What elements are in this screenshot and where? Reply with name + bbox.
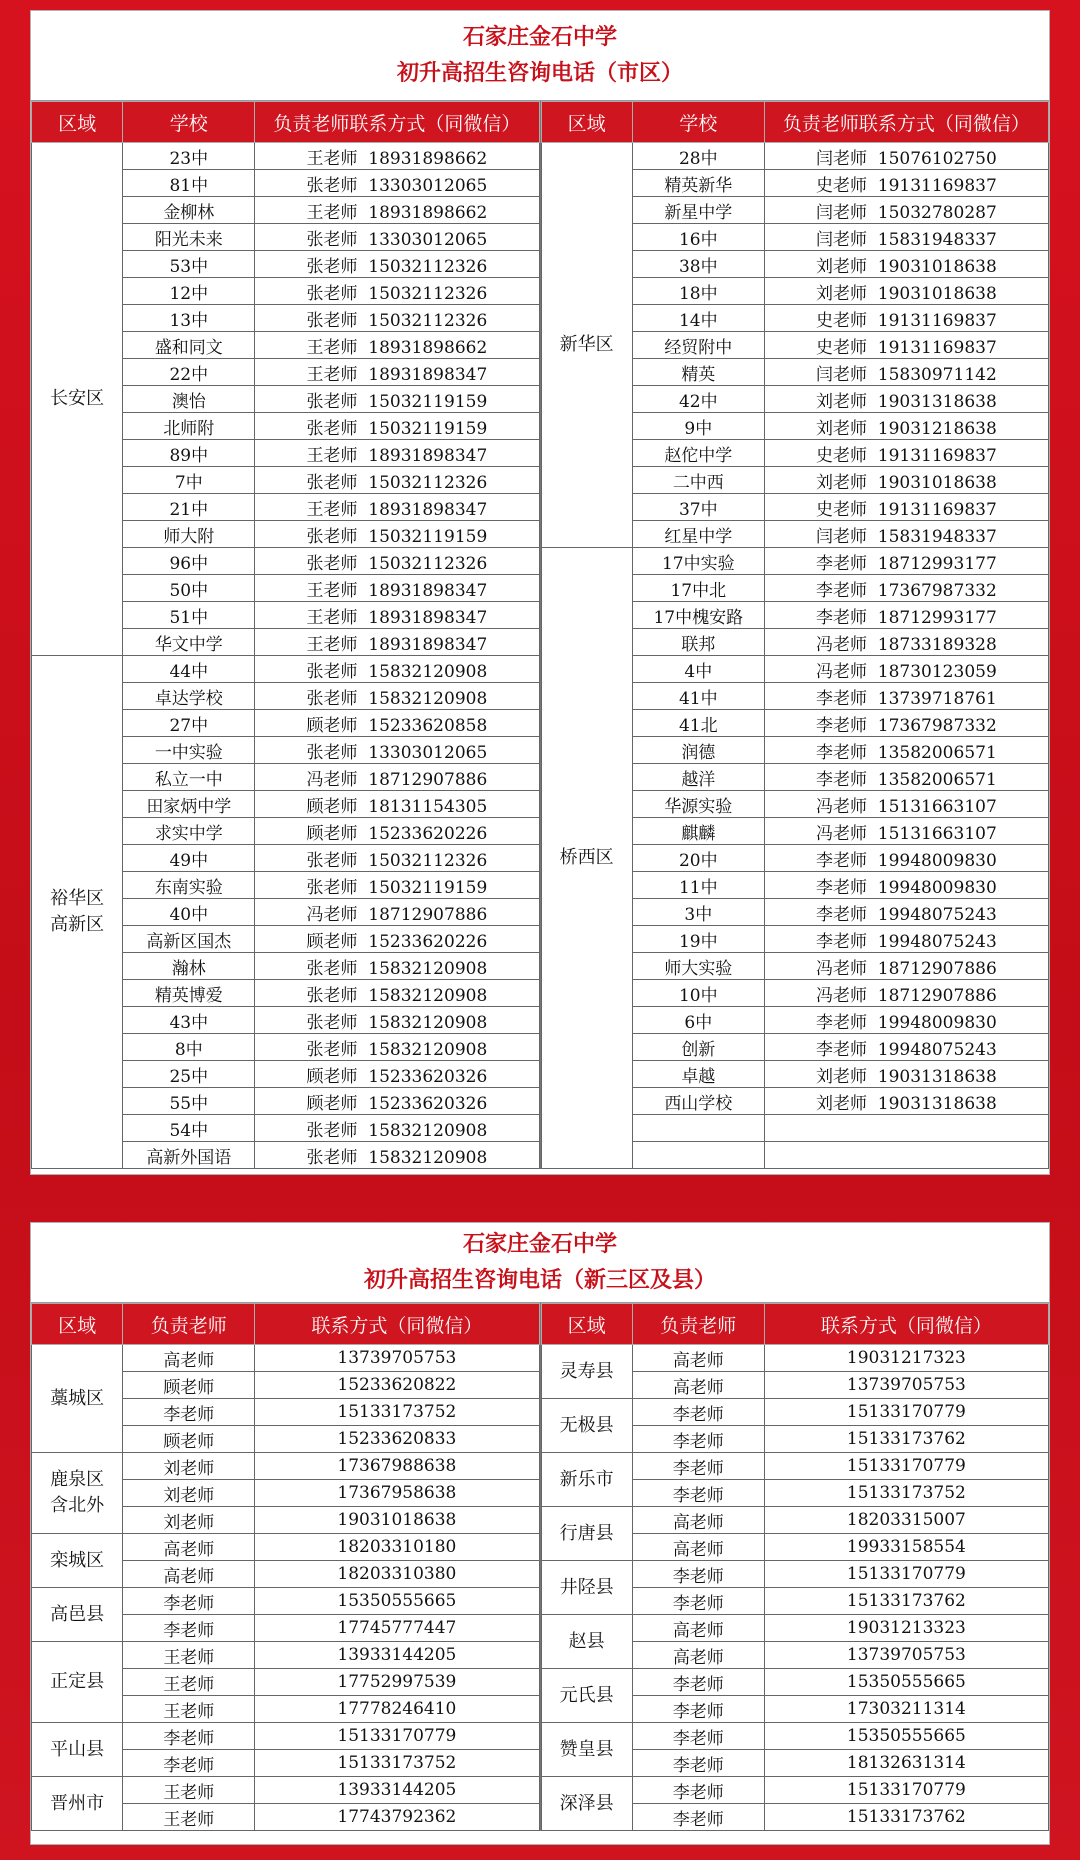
- table-cell-primary: 3中: [632, 899, 764, 926]
- table-cell-primary: 54中: [123, 1115, 255, 1142]
- contact-cell: 15133170779: [764, 1453, 1048, 1480]
- contact-cell: 刘老师 19031018638: [764, 251, 1048, 278]
- contact-cell: 15350555665: [764, 1669, 1048, 1696]
- region-cell: 桥西区: [541, 548, 632, 1169]
- table-cell-primary: 10中: [632, 980, 764, 1007]
- table-cell-primary: 李老师: [632, 1588, 764, 1615]
- table-cell-primary: 22中: [123, 359, 255, 386]
- table-cell-primary: 刘老师: [123, 1480, 255, 1507]
- table-cell-primary: 37中: [632, 494, 764, 521]
- contact-cell: 18203310380: [255, 1561, 539, 1588]
- column-header: 区域: [541, 1304, 632, 1345]
- region-cell: 赞皇县: [541, 1723, 632, 1777]
- table-cell-primary: 东南实验: [123, 872, 255, 899]
- table-cell-primary: 创新: [632, 1034, 764, 1061]
- contact-cell: 冯老师 15131663107: [764, 791, 1048, 818]
- county-table-left: [31, 1303, 540, 1831]
- contact-cell: 冯老师 18712907886: [764, 953, 1048, 980]
- table-cell-primary: 4中: [632, 656, 764, 683]
- contact-cell: 17743792362: [255, 1804, 539, 1831]
- contact-cell: 李老师 19948009830: [764, 845, 1048, 872]
- table-cell-primary: 27中: [123, 710, 255, 737]
- contact-cell: 张老师 15032119159: [255, 872, 539, 899]
- contact-cell: 闫老师 15032780287: [764, 197, 1048, 224]
- city-contact-panel: [30, 10, 1050, 1175]
- table-cell-primary: 王老师: [123, 1642, 255, 1669]
- contact-cell: 15133170779: [764, 1777, 1048, 1804]
- table-cell-primary: 李老师: [632, 1561, 764, 1588]
- region-cell: 鹿泉区 含北外: [32, 1453, 123, 1534]
- region-cell: 灵寿县: [541, 1345, 632, 1399]
- table-cell-primary: 求实中学: [123, 818, 255, 845]
- contact-cell: 13933144205: [255, 1642, 539, 1669]
- contact-cell: 13739705753: [255, 1345, 539, 1372]
- region-cell: 平山县: [32, 1723, 123, 1777]
- table-cell-primary: 红星中学: [632, 521, 764, 548]
- city-table-left: [31, 101, 540, 1169]
- contact-cell: 顾老师 15233620858: [255, 710, 539, 737]
- contact-cell: 李老师 19948075243: [764, 926, 1048, 953]
- contact-cell: 15133173752: [255, 1399, 539, 1426]
- contact-cell: 李老师 19948075243: [764, 1034, 1048, 1061]
- contact-cell: 15233620822: [255, 1372, 539, 1399]
- table-cell-primary: 经贸附中: [632, 332, 764, 359]
- contact-cell: 顾老师 15233620226: [255, 926, 539, 953]
- contact-cell: 刘老师 19031318638: [764, 1088, 1048, 1115]
- table-cell-primary: 李老师: [123, 1723, 255, 1750]
- contact-cell: 18203310180: [255, 1534, 539, 1561]
- contact-cell: 李老师 13582006571: [764, 737, 1048, 764]
- county-contact-panel: [30, 1222, 1050, 1845]
- contact-cell: 19031018638: [255, 1507, 539, 1534]
- table-cell-primary: 西山学校: [632, 1088, 764, 1115]
- contact-cell: 李老师 19948075243: [764, 899, 1048, 926]
- table-cell-primary: 联邦: [632, 629, 764, 656]
- contact-cell: 张老师 15032112326: [255, 251, 539, 278]
- table-cell-primary: 17中北: [632, 575, 764, 602]
- table-cell-primary: 二中西: [632, 467, 764, 494]
- contact-cell: 闫老师 15831948337: [764, 224, 1048, 251]
- contact-cell: 13739705753: [764, 1642, 1048, 1669]
- table-cell-primary: 赵佗中学: [632, 440, 764, 467]
- column-header: 负责老师联系方式（同微信）: [764, 102, 1048, 143]
- contact-cell: 冯老师 18730123059: [764, 656, 1048, 683]
- table-cell-primary: 16中: [632, 224, 764, 251]
- table-cell-primary: 李老师: [632, 1750, 764, 1777]
- column-header: 学校: [632, 102, 764, 143]
- contact-cell: 王老师 18931898662: [255, 332, 539, 359]
- region-cell: 井陉县: [541, 1561, 632, 1615]
- table-cell-primary: [632, 1115, 764, 1142]
- table-row: [541, 1345, 1049, 1372]
- table-cell-primary: 17中实验: [632, 548, 764, 575]
- contact-cell: 18132631314: [764, 1750, 1048, 1777]
- contact-cell: 李老师 18712993177: [764, 548, 1048, 575]
- table-cell-primary: 21中: [123, 494, 255, 521]
- column-header: 负责老师: [123, 1304, 255, 1345]
- table-cell-primary: 李老师: [632, 1480, 764, 1507]
- contact-cell: 15133170779: [255, 1723, 539, 1750]
- contact-cell: 王老师 18931898347: [255, 602, 539, 629]
- contact-cell: 李老师 17367987332: [764, 710, 1048, 737]
- table-cell-primary: 49中: [123, 845, 255, 872]
- table-cell-primary: 新星中学: [632, 197, 764, 224]
- table-cell-primary: 李老师: [632, 1399, 764, 1426]
- contact-cell: 王老师 18931898347: [255, 629, 539, 656]
- region-cell: 晋州市: [32, 1777, 123, 1831]
- panel-title: [31, 11, 1049, 101]
- contact-cell: 李老师 17367987332: [764, 575, 1048, 602]
- table-cell-primary: 40中: [123, 899, 255, 926]
- table-cell-primary: 澳怡: [123, 386, 255, 413]
- table-row: [32, 656, 540, 683]
- table-row: [541, 1453, 1049, 1480]
- table-cell-primary: 41北: [632, 710, 764, 737]
- contact-cell: 闫老师 15831948337: [764, 521, 1048, 548]
- region-cell: 栾城区: [32, 1534, 123, 1588]
- contact-cell: 王老师 18931898347: [255, 494, 539, 521]
- table-row: [32, 143, 540, 170]
- table-cell-primary: 44中: [123, 656, 255, 683]
- contact-cell: 15133173752: [255, 1750, 539, 1777]
- table-row: [32, 1642, 540, 1669]
- table-cell-primary: 李老师: [632, 1777, 764, 1804]
- table-cell-primary: 高老师: [632, 1507, 764, 1534]
- table-cell-primary: 20中: [632, 845, 764, 872]
- table-cell-primary: 42中: [632, 386, 764, 413]
- region-cell: 深泽县: [541, 1777, 632, 1831]
- table-cell-primary: 润德: [632, 737, 764, 764]
- table-cell-primary: 华源实验: [632, 791, 764, 818]
- table-cell-primary: 王老师: [123, 1696, 255, 1723]
- contact-cell: 17367958638: [255, 1480, 539, 1507]
- table-row: [541, 143, 1049, 170]
- contact-cell: 张老师 15032112326: [255, 305, 539, 332]
- table-cell-primary: 一中实验: [123, 737, 255, 764]
- table-cell-primary: 盛和同文: [123, 332, 255, 359]
- table-cell-primary: 刘老师: [123, 1453, 255, 1480]
- table-cell-primary: 17中槐安路: [632, 602, 764, 629]
- contact-cell: 张老师 15032112326: [255, 548, 539, 575]
- contact-cell: 张老师 13303012065: [255, 170, 539, 197]
- contact-cell: 15133173762: [764, 1588, 1048, 1615]
- contact-cell: 刘老师 19031018638: [764, 467, 1048, 494]
- table-cell-primary: 13中: [123, 305, 255, 332]
- table-cell-primary: 李老师: [632, 1669, 764, 1696]
- table-cell-primary: 高老师: [632, 1345, 764, 1372]
- contact-cell: 15133170779: [764, 1561, 1048, 1588]
- contact-cell: 张老师 13303012065: [255, 737, 539, 764]
- table-cell-primary: 89中: [123, 440, 255, 467]
- contact-cell: 史老师 19131169837: [764, 440, 1048, 467]
- table-cell-primary: 18中: [632, 278, 764, 305]
- contact-cell: 王老师 18931898347: [255, 359, 539, 386]
- contact-cell: 闫老师 15076102750: [764, 143, 1048, 170]
- table-cell-primary: 6中: [632, 1007, 764, 1034]
- contact-cell: 张老师 15032112326: [255, 467, 539, 494]
- contact-cell: 17745777447: [255, 1615, 539, 1642]
- contact-cell: 张老师 15832120908: [255, 980, 539, 1007]
- contact-cell: 顾老师 15233620226: [255, 818, 539, 845]
- contact-cell: 李老师 19948009830: [764, 872, 1048, 899]
- table-cell-primary: 卓越: [632, 1061, 764, 1088]
- table-cell-primary: 8中: [123, 1034, 255, 1061]
- contact-cell: 17752997539: [255, 1669, 539, 1696]
- region-cell: 正定县: [32, 1642, 123, 1723]
- region-cell: 行唐县: [541, 1507, 632, 1561]
- table-cell-primary: 李老师: [632, 1804, 764, 1831]
- contact-cell: 冯老师 18712907886: [764, 980, 1048, 1007]
- table-cell-primary: 14中: [632, 305, 764, 332]
- table-row: [541, 1615, 1049, 1642]
- contact-cell: 李老师 19948009830: [764, 1007, 1048, 1034]
- column-header: 区域: [32, 102, 123, 143]
- panel-subtitle: 初升高招生咨询电话（新三区及县）: [363, 1267, 716, 1293]
- contact-cell: 史老师 19131169837: [764, 494, 1048, 521]
- contact-cell: 17367988638: [255, 1453, 539, 1480]
- table-cell-primary: 25中: [123, 1061, 255, 1088]
- contact-cell: 13739705753: [764, 1372, 1048, 1399]
- contact-cell: 王老师 18931898347: [255, 440, 539, 467]
- contact-cell: 张老师 15832120908: [255, 953, 539, 980]
- table-cell-primary: 55中: [123, 1088, 255, 1115]
- contact-cell: 顾老师 15233620326: [255, 1061, 539, 1088]
- contact-cell: 冯老师 15131663107: [764, 818, 1048, 845]
- contact-cell: 冯老师 18733189328: [764, 629, 1048, 656]
- region-cell: 无极县: [541, 1399, 632, 1453]
- table-cell-primary: 师大附: [123, 521, 255, 548]
- table-cell-primary: 李老师: [632, 1426, 764, 1453]
- table-cell-primary: 李老师: [632, 1723, 764, 1750]
- table-cell-primary: 顾老师: [123, 1372, 255, 1399]
- table-cell-primary: 李老师: [123, 1588, 255, 1615]
- table-cell-primary: 精英: [632, 359, 764, 386]
- contact-cell: 冯老师 18712907886: [255, 764, 539, 791]
- table-row: [541, 1399, 1049, 1426]
- contact-cell: 刘老师 19031318638: [764, 386, 1048, 413]
- contact-cell: 李老师 18712993177: [764, 602, 1048, 629]
- contact-cell: 19031213323: [764, 1615, 1048, 1642]
- contact-cell: [764, 1142, 1048, 1169]
- table-cell-primary: 越洋: [632, 764, 764, 791]
- column-header: 区域: [32, 1304, 123, 1345]
- region-cell: 新乐市: [541, 1453, 632, 1507]
- column-header: 负责老师联系方式（同微信）: [255, 102, 539, 143]
- table-row: [541, 1777, 1049, 1804]
- column-header: 负责老师: [632, 1304, 764, 1345]
- contact-cell: 张老师 15032112326: [255, 278, 539, 305]
- contact-cell: 18203315007: [764, 1507, 1048, 1534]
- table-cell-primary: 11中: [632, 872, 764, 899]
- table-row: [32, 1588, 540, 1615]
- table-cell-primary: 阳光未来: [123, 224, 255, 251]
- contact-cell: 史老师 19131169837: [764, 332, 1048, 359]
- column-header: 联系方式（同微信）: [255, 1304, 539, 1345]
- school-name: 石家庄金石中学: [462, 24, 617, 50]
- contact-cell: 顾老师 15233620326: [255, 1088, 539, 1115]
- table-cell-primary: 李老师: [632, 1453, 764, 1480]
- table-cell-primary: 19中: [632, 926, 764, 953]
- table-cell-primary: 王老师: [123, 1669, 255, 1696]
- region-cell: 新华区: [541, 143, 632, 548]
- table-cell-primary: 李老师: [632, 1696, 764, 1723]
- table-cell-primary: 81中: [123, 170, 255, 197]
- panel-title: [31, 1223, 1049, 1303]
- contact-cell: 15350555665: [255, 1588, 539, 1615]
- contact-cell: 闫老师 15830971142: [764, 359, 1048, 386]
- table-cell-primary: 私立一中: [123, 764, 255, 791]
- table-cell-primary: 瀚林: [123, 953, 255, 980]
- contact-cell: [764, 1115, 1048, 1142]
- region-cell: 长安区: [32, 143, 123, 656]
- contact-cell: 李老师 13582006571: [764, 764, 1048, 791]
- table-row: [541, 548, 1049, 575]
- table-cell-primary: 卓达学校: [123, 683, 255, 710]
- contact-cell: 王老师 18931898662: [255, 197, 539, 224]
- contact-cell: 15133170779: [764, 1399, 1048, 1426]
- table-cell-primary: [632, 1142, 764, 1169]
- table-cell-primary: 李老师: [123, 1615, 255, 1642]
- region-cell: 元氏县: [541, 1669, 632, 1723]
- contact-cell: 15233620833: [255, 1426, 539, 1453]
- contact-cell: 张老师 15032119159: [255, 521, 539, 548]
- school-name: 石家庄金石中学: [462, 1231, 617, 1257]
- contact-cell: 顾老师 18131154305: [255, 791, 539, 818]
- table-row: [541, 1507, 1049, 1534]
- contact-cell: 冯老师 18712907886: [255, 899, 539, 926]
- city-table-right: [541, 101, 1050, 1169]
- contact-cell: 15133173752: [764, 1480, 1048, 1507]
- contact-cell: 张老师 15832120908: [255, 1142, 539, 1169]
- table-cell-primary: 华文中学: [123, 629, 255, 656]
- contact-cell: 张老师 15832120908: [255, 1115, 539, 1142]
- table-cell-primary: 金柳林: [123, 197, 255, 224]
- contact-cell: 刘老师 19031318638: [764, 1061, 1048, 1088]
- table-cell-primary: 高老师: [123, 1345, 255, 1372]
- table-cell-primary: 38中: [632, 251, 764, 278]
- table-cell-primary: 53中: [123, 251, 255, 278]
- contact-cell: 19031217323: [764, 1345, 1048, 1372]
- contact-cell: 张老师 15032119159: [255, 413, 539, 440]
- contact-cell: 张老师 15032112326: [255, 845, 539, 872]
- table-cell-primary: 23中: [123, 143, 255, 170]
- table-cell-primary: 李老师: [123, 1399, 255, 1426]
- contact-cell: 王老师 18931898347: [255, 575, 539, 602]
- table-cell-primary: 田家炳中学: [123, 791, 255, 818]
- table-row: [32, 1345, 540, 1372]
- table-cell-primary: 麒麟: [632, 818, 764, 845]
- table-row: [32, 1723, 540, 1750]
- table-cell-primary: 顾老师: [123, 1426, 255, 1453]
- table-cell-primary: 9中: [632, 413, 764, 440]
- table-cell-primary: 28中: [632, 143, 764, 170]
- contact-cell: 刘老师 19031018638: [764, 278, 1048, 305]
- table-cell-primary: 刘老师: [123, 1507, 255, 1534]
- table-cell-primary: 李老师: [123, 1750, 255, 1777]
- table-cell-primary: 高新外国语: [123, 1142, 255, 1169]
- contact-cell: 张老师 15832120908: [255, 683, 539, 710]
- region-cell: 高邑县: [32, 1588, 123, 1642]
- table-cell-primary: 43中: [123, 1007, 255, 1034]
- contact-cell: 刘老师 19031218638: [764, 413, 1048, 440]
- table-cell-primary: 51中: [123, 602, 255, 629]
- region-cell: 裕华区 高新区: [32, 656, 123, 1169]
- table-row: [541, 1723, 1049, 1750]
- table-cell-primary: 高老师: [632, 1372, 764, 1399]
- contact-cell: 张老师 13303012065: [255, 224, 539, 251]
- contact-cell: 张老师 15832120908: [255, 1007, 539, 1034]
- table-cell-primary: 96中: [123, 548, 255, 575]
- contact-cell: 15133173762: [764, 1426, 1048, 1453]
- region-cell: 赵县: [541, 1615, 632, 1669]
- table-cell-primary: 王老师: [123, 1804, 255, 1831]
- contact-cell: 史老师 19131169837: [764, 305, 1048, 332]
- table-cell-primary: 北师附: [123, 413, 255, 440]
- contact-cell: 王老师 18931898662: [255, 143, 539, 170]
- contact-cell: 19933158554: [764, 1534, 1048, 1561]
- table-row: [32, 1534, 540, 1561]
- table-cell-primary: 高老师: [632, 1534, 764, 1561]
- contact-cell: 李老师 13739718761: [764, 683, 1048, 710]
- table-cell-primary: 高新区国杰: [123, 926, 255, 953]
- table-row: [541, 1669, 1049, 1696]
- column-header: 联系方式（同微信）: [764, 1304, 1048, 1345]
- table-cell-primary: 高老师: [123, 1534, 255, 1561]
- table-cell-primary: 精英新华: [632, 170, 764, 197]
- table-row: [32, 1453, 540, 1480]
- table-row: [541, 1561, 1049, 1588]
- contact-cell: 17778246410: [255, 1696, 539, 1723]
- table-cell-primary: 高老师: [123, 1561, 255, 1588]
- contact-cell: 13933144205: [255, 1777, 539, 1804]
- table-cell-primary: 王老师: [123, 1777, 255, 1804]
- table-cell-primary: 高老师: [632, 1615, 764, 1642]
- table-cell-primary: 精英博爱: [123, 980, 255, 1007]
- table-cell-primary: 高老师: [632, 1642, 764, 1669]
- column-header: 区域: [541, 102, 632, 143]
- contact-cell: 张老师 15832120908: [255, 1034, 539, 1061]
- panel-subtitle: 初升高招生咨询电话（市区）: [396, 60, 683, 86]
- county-table-right: [541, 1303, 1050, 1831]
- table-cell-primary: 7中: [123, 467, 255, 494]
- contact-cell: 史老师 19131169837: [764, 170, 1048, 197]
- table-cell-primary: 师大实验: [632, 953, 764, 980]
- contact-cell: 15350555665: [764, 1723, 1048, 1750]
- table-cell-primary: 50中: [123, 575, 255, 602]
- table-row: [32, 1777, 540, 1804]
- table-cell-primary: 41中: [632, 683, 764, 710]
- region-cell: 藁城区: [32, 1345, 123, 1453]
- column-header: 学校: [123, 102, 255, 143]
- contact-cell: 17303211314: [764, 1696, 1048, 1723]
- contact-cell: 张老师 15032119159: [255, 386, 539, 413]
- table-cell-primary: 12中: [123, 278, 255, 305]
- contact-cell: 张老师 15832120908: [255, 656, 539, 683]
- contact-cell: 15133173762: [764, 1804, 1048, 1831]
